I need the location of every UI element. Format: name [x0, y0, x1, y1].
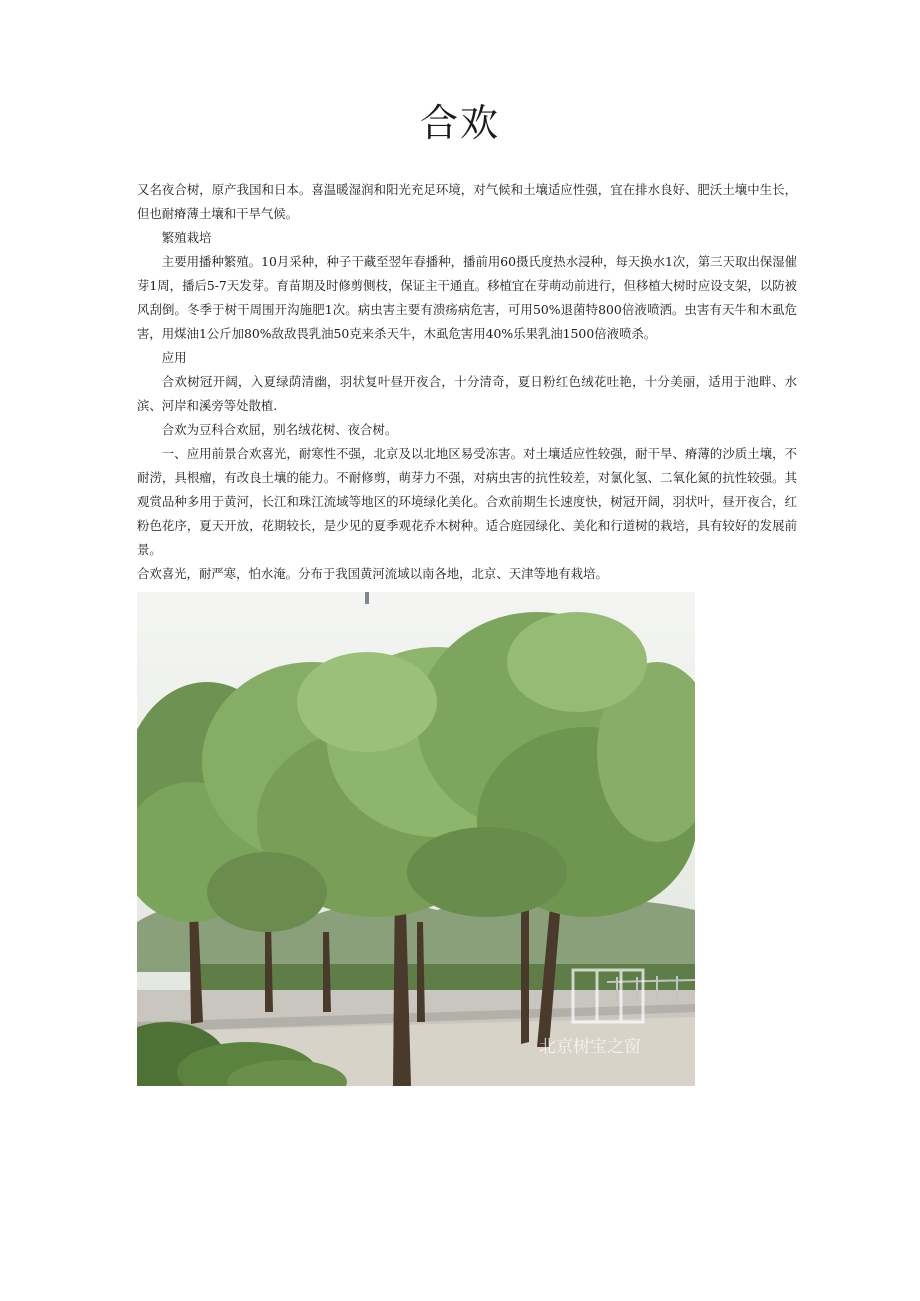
distribution-paragraph: 合欢喜光，耐严寒，怕水淹。分布于我国黄河流域以南各地，北京、天津等地有栽培。: [137, 566, 608, 581]
propagation-paragraph: 主要用播种繁殖。10月采种，种子干藏至翌年春播种，播前用60摄氏度热水浸种，每天换水1次，第三天取出保湿催芽1周，播后5-7天发芽。育苗期及时修剪侧枝，保证主干通直。移植宜在芽萌动前进行，但移植大树时应设支架，以防被风刮倒。冬季于树干周围开沟施肥1次。病虫害主要有溃疡病危害，可用50%退菌特800倍液喷洒。虫害有天牛和木虱危害，用煤油1公斤加80%敌敌畏乳油50克来杀天牛，木虱危害用40%乐果乳油1500倍液喷杀。: [137, 254, 797, 341]
taxonomy-paragraph: 合欢为豆科合欢屈，别名绒花树、夜合树。: [161, 422, 398, 437]
tree-photo-illustration: [137, 592, 695, 1086]
tree-photo: [137, 592, 695, 1086]
application-paragraph: 合欢树冠开阔，入夏绿荫清幽，羽状复叶昼开夜合，十分清奇，夏日粉红色绒花吐艳，十分美丽，适用于池畔、水滨、河岸和溪旁等处散植.: [137, 374, 797, 413]
section-heading-application: 应用: [161, 350, 187, 365]
prospects-paragraph: 一、应用前景合欢喜光，耐寒性不强，北京及以北地区易受冻害。对土壤适应性较强，耐干旱、瘠薄的沙质土壤，不耐涝，具根瘤，有改良土壤的能力。不耐修剪，萌芽力不强，对病虫害的抗性较差，对氯化氢、二氧化氮的抗性较强。其观赏品种多用于黄河，长江和珠江流域等地区的环境绿化美化。合欢前期生长速度快，树冠开阔，羽状叶，昼开夜合，红粉色花序，夏天开放，花期较长，是少见的夏季观花乔木树种。适合庭园绿化、美化和行道树的栽培，具有较好的发展前景。: [137, 446, 797, 557]
section-heading-propagation: 繁殖栽培: [161, 230, 212, 245]
lamp-post: [365, 592, 369, 604]
article-body: [137, 178, 797, 586]
watermark-text: 北京树宝之窗: [539, 1037, 641, 1057]
page-title: 合欢: [419, 101, 500, 145]
intro-paragraph: 又名夜合树，原产我国和日本。喜温暖湿润和阳光充足环境，对气候和土壤适应性强，宜在排水良好、肥沃土壤中生长，但也耐瘠薄土壤和干旱气候。: [137, 182, 797, 221]
